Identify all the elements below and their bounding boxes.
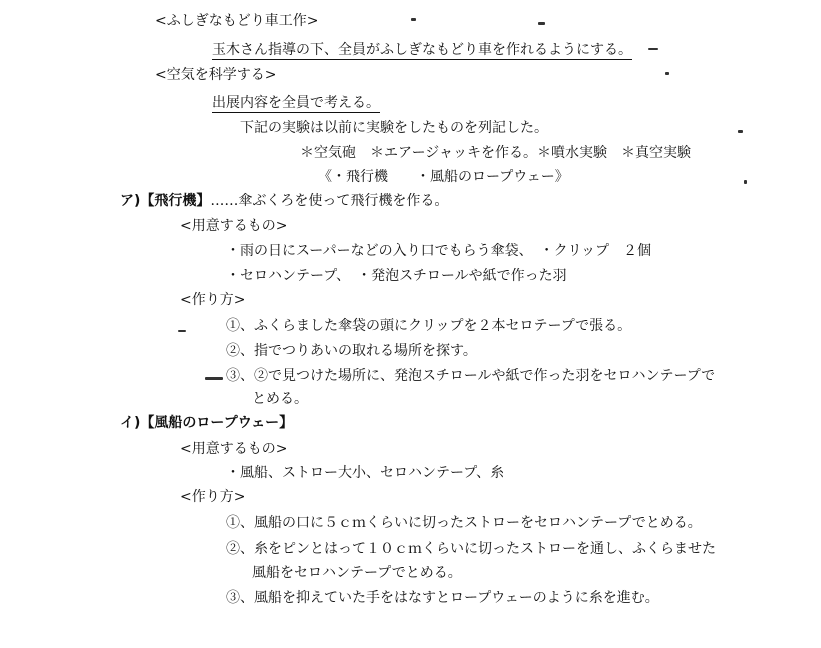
scan-speck	[744, 180, 747, 184]
underlined-goal-text: 玉木さん指導の下、全員がふしぎなもどり車を作れるようにする。	[212, 42, 632, 58]
section-i-step3: ③、風船を抑えていた手をはなすとロープウェーのように糸を進む。	[226, 590, 659, 606]
section-a-title-suffix: ……傘ぶくろを使って飛行機を作る。	[210, 193, 449, 209]
section-a-materials-line2: ・セロハンテープ、 ・発泡スチロールや紙で作った羽	[226, 268, 567, 284]
section-a-title-line	[120, 192, 448, 210]
section-i-materials-heading: <用意するもの>	[180, 441, 288, 457]
scan-speck	[648, 48, 658, 50]
text-exhibit-plan	[212, 94, 380, 112]
heading-air-science: <空気を科学する>	[155, 67, 277, 83]
underlined-exhibit-text: 出展内容を全員で考える。	[212, 95, 380, 111]
section-a-method-heading: <作り方>	[180, 292, 246, 308]
section-a-step3-cont: とめる。	[252, 391, 308, 407]
text-experiment-list-intro: 下記の実験は以前に実験をしたものを列記した。	[240, 120, 548, 136]
scan-speck	[738, 130, 743, 133]
heading-return-car: <ふしぎなもどり車工作>	[155, 13, 319, 29]
text-return-car-goal	[212, 41, 632, 59]
scan-speck	[538, 22, 545, 25]
scan-speck	[411, 18, 416, 21]
section-a-materials-heading: <用意するもの>	[180, 218, 288, 234]
section-a-step3: ③、②で見つけた場所に、発泡スチロールや紙で作った羽をセロハンテープで	[226, 368, 716, 384]
section-a-title: ア)【飛行機】	[120, 193, 211, 209]
section-i-title: イ)【風船のロープウェー】	[120, 415, 294, 431]
section-a-step1: ①、ふくらました傘袋の頭にクリップを２本セロテープで張る。	[226, 318, 632, 334]
section-i-materials-line1: ・風船、ストロー大小、セロハンテープ、糸	[226, 465, 505, 481]
scan-speck	[205, 377, 223, 380]
section-a-materials-line1: ・雨の日にスーパーなどの入り口でもらう傘袋、 ・クリップ ２個	[226, 243, 652, 259]
text-bracket-list: 《・飛行機 ・風船のロープウェー》	[318, 169, 569, 185]
section-i-step1: ①、風船の口に５ｃｍくらいに切ったストローをセロハンテープでとめる。	[226, 515, 702, 531]
section-i-title-line	[120, 414, 293, 432]
section-a-step2: ②、指でつりあいの取れる場所を探す。	[226, 343, 477, 359]
scan-speck	[178, 330, 186, 332]
section-i-step2: ②、糸をピンとはって１０ｃｍくらいに切ったストローを通し、ふくらませた	[226, 541, 716, 557]
text-experiment-list: ＊空気砲 ＊エアージャッキを作る。＊噴水実験 ＊真空実験	[300, 145, 692, 161]
section-i-method-heading: <作り方>	[180, 489, 246, 505]
scan-speck	[665, 72, 669, 75]
section-i-step2-cont: 風船をセロハンテープでとめる。	[252, 565, 462, 581]
